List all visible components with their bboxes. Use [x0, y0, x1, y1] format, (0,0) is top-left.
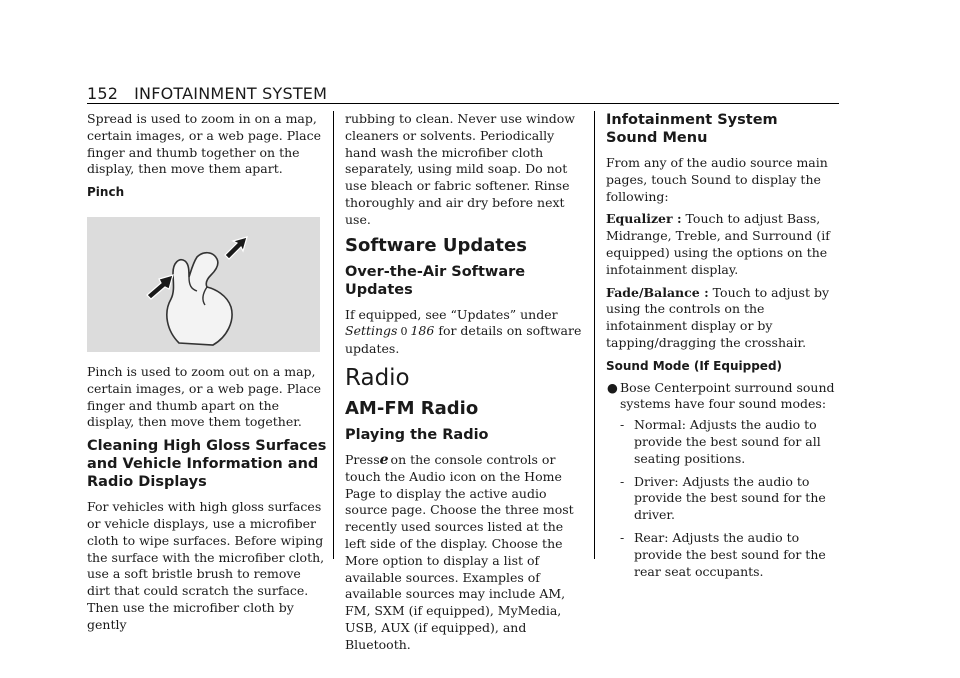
page-number: 152: [87, 84, 119, 103]
software-updates-heading: Software Updates: [345, 234, 527, 256]
sound-mode-normal: Normal: Adjusts the audio to provide the best sound for all seating positions.: [634, 417, 821, 466]
cleaning-heading: Cleaning High Gloss Surfaces and Vehicle Information and Radio Displays: [87, 438, 327, 491]
dash-icon: -: [620, 529, 625, 545]
bullet-icon: ●: [607, 379, 618, 395]
spread-paragraph: Spread is used to zoom in on a map, certain images, or a web page. Place finger and thumb together on the display, then move them apart.: [87, 111, 321, 177]
sound-menu-heading-line2: Sound Menu: [606, 130, 708, 146]
power-icon: e: [379, 451, 389, 468]
cleaning-paragraph: For vehicles with high gloss surfaces or vehicle displays, use a microfiber cloth to wipe surfaces. Before wiping the surface with the microfiber cloth, use a soft bristle brush to remove dirt that could scratch the surface. Then use the microfiber cloth by gently: [87, 499, 325, 632]
list-item: [606, 417, 842, 467]
settings-xref[interactable]: Settings: [345, 323, 398, 339]
updates-paragraph: [345, 307, 583, 358]
fade-balance-text: Touch to adjust by using the controls on the infotainment display or by tapping/dragging the crosshair.: [606, 284, 830, 350]
fade-balance-label: Fade/Balance :: [606, 284, 709, 300]
list-item: [606, 474, 842, 524]
equalizer-text: Touch to adjust Bass, Midrange, Treble, and Surround (if equipped) using the options on the infotainment display.: [606, 211, 830, 277]
xref-arrow-icon: 0: [400, 325, 408, 339]
am-fm-radio-heading: AM-FM Radio: [345, 397, 479, 419]
pinch-heading: Pinch: [87, 185, 125, 200]
pinch-paragraph: Pinch is used to zoom out on a map, certain images, or a web page. Place finger and thumb apart on the display, then move them together.: [87, 363, 321, 430]
sound-mode-heading: Sound Mode (If Equipped): [606, 358, 783, 373]
list-item: [606, 530, 842, 580]
list-item: [606, 380, 842, 414]
header-rule: [87, 103, 839, 104]
dash-icon: -: [620, 473, 625, 489]
column-divider-1: [333, 111, 334, 559]
xref-page-number[interactable]: 186: [410, 323, 435, 339]
sound-mode-driver: Driver: Adjusts the audio to provide the best sound for the driver.: [634, 473, 826, 523]
sound-menu-heading: [606, 111, 842, 147]
column-1: [87, 111, 327, 640]
updates-post-text: for details on software updates.: [345, 323, 582, 357]
ota-updates-heading: Over-the-Air Software Updates: [345, 263, 526, 298]
radio-heading: Radio: [345, 364, 410, 391]
pinch-gesture-icon: [87, 217, 320, 352]
column-3: [606, 111, 842, 586]
equalizer-label: Equalizer :: [606, 211, 682, 227]
cleaning-paragraph-continued: rubbing to clean. Never use window cleaners or solvents. Periodically hand wash the microfiber cloth separately, using mild soap. Do not use bleach or fabric softener. Rinse thoroughly and air dry before next use.: [345, 111, 575, 227]
page-header: [87, 84, 839, 103]
press-word: Press: [345, 451, 380, 467]
sound-menu-heading-line1: Infotainment System: [606, 112, 778, 128]
sound-intro-paragraph: From any of the audio source main pages, touch Sound to display the following:: [606, 155, 828, 204]
section-title: INFOTAINMENT SYSTEM: [134, 84, 328, 103]
column-2: [345, 111, 583, 660]
sound-mode-rear: Rear: Adjusts the audio to provide the best sound for the rear seat occupants.: [634, 529, 826, 579]
equalizer-paragraph: [606, 211, 842, 278]
fade-balance-paragraph: [606, 285, 842, 352]
column-divider-2: [594, 111, 595, 559]
dash-icon: -: [620, 417, 625, 433]
pinch-figure: [87, 217, 320, 352]
playing-text: on the console controls or touch the Audio icon on the Home Page to display the active audio source page. Choose the three most recently used sources listed at the left side of the display. Choose the More option to display a list of available sources. Examples of available sources may include AM, FM, SXM (if equipped), MyMedia, USB, AUX (if equipped), and Bluetooth.: [345, 451, 574, 652]
bullet-text: Bose Centerpoint surround sound systems have four sound modes:: [620, 379, 835, 412]
updates-pre-text: If equipped, see “Updates” under: [345, 306, 558, 322]
playing-radio-heading: Playing the Radio: [345, 426, 489, 443]
playing-paragraph: [345, 452, 583, 654]
